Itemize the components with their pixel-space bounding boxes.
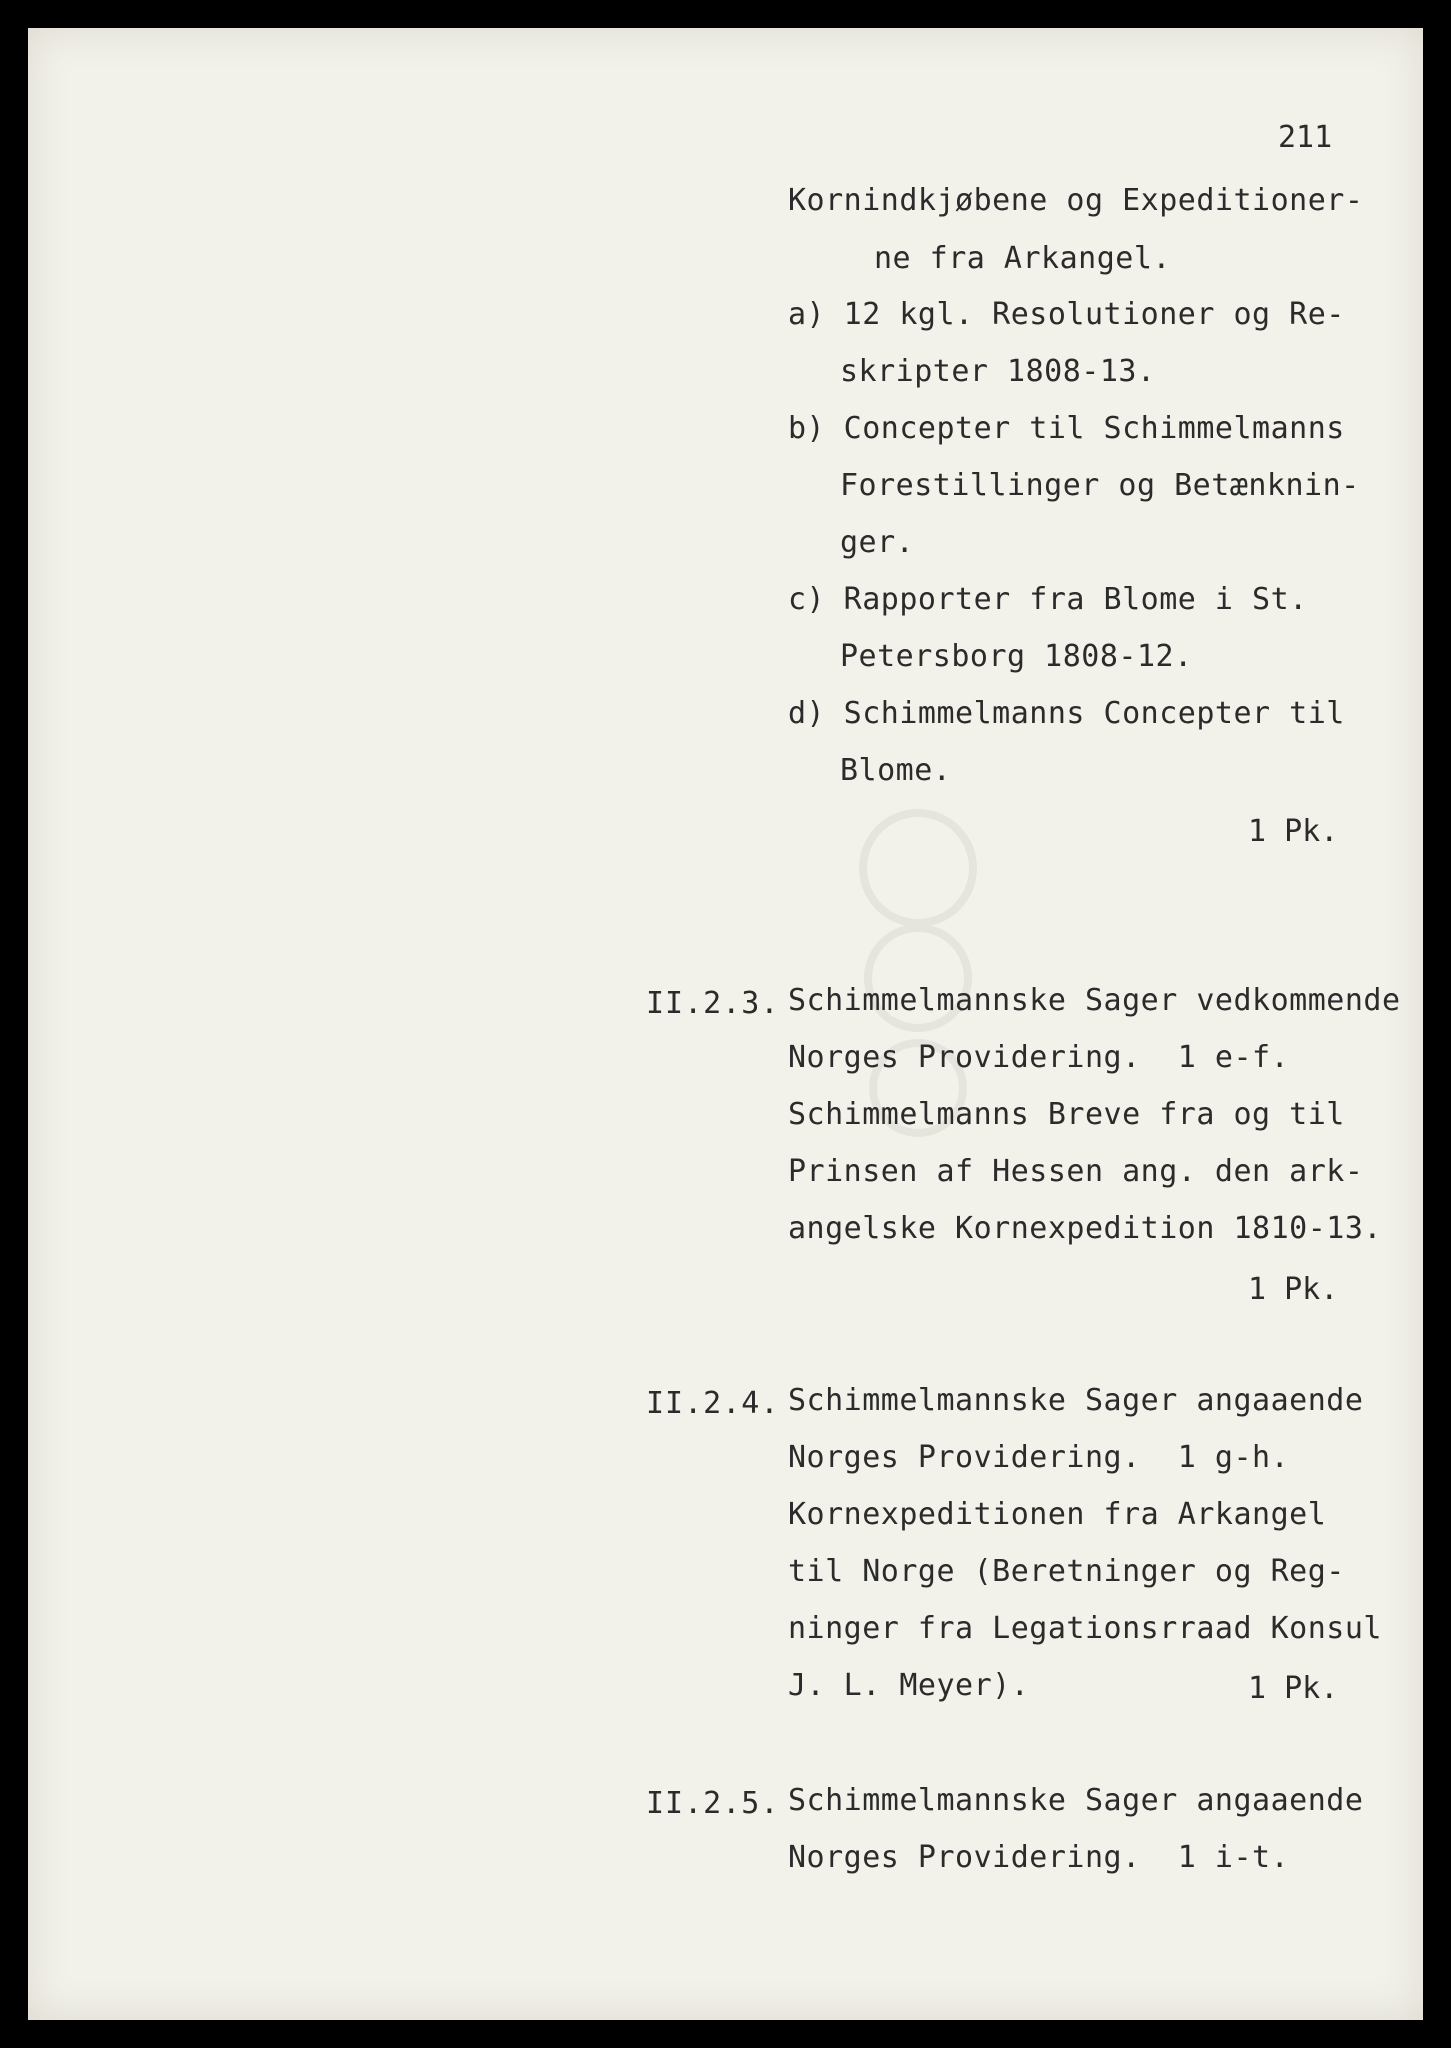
intro-line: Blome. — [840, 753, 952, 788]
intro-line: d) Schimmelmanns Concepter til — [788, 696, 1345, 731]
document-page — [28, 28, 1423, 2020]
entry-line: Norges Providering. 1 g-h. — [788, 1440, 1290, 1475]
entry-line: J. L. Meyer). — [788, 1668, 1030, 1703]
entry-code: II.2.3. — [646, 986, 780, 1021]
package-count: 1 Pk. — [1248, 1272, 1339, 1307]
entry-line: Schimmelmannske Sager angaaende — [788, 1383, 1364, 1418]
entry-line: Kornexpeditionen fra Arkangel — [788, 1497, 1327, 1532]
entry-line: til Norge (Beretninger og Reg- — [788, 1554, 1345, 1589]
page-number: 211 — [1278, 120, 1333, 155]
intro-line: Petersborg 1808-12. — [840, 639, 1193, 674]
entry-line: Schimmelmannske Sager vedkommende — [788, 983, 1401, 1018]
entry-code: II.2.4. — [646, 1386, 780, 1421]
intro-line: Forestillinger og Betænknin- — [840, 468, 1360, 503]
entry-line: Schimmelmannske Sager angaaende — [788, 1783, 1364, 1818]
intro-line: skripter 1808-13. — [840, 354, 1156, 389]
intro-line: Kornindkjøbene og Expeditioner- — [788, 183, 1364, 218]
intro-line: ger. — [840, 525, 915, 560]
entry-code: II.2.5. — [646, 1786, 780, 1821]
intro-line: b) Concepter til Schimmelmanns — [788, 411, 1345, 446]
entry-line: Schimmelmanns Breve fra og til — [788, 1097, 1345, 1132]
entry-line: Prinsen af Hessen ang. den ark- — [788, 1154, 1364, 1189]
entry-line: angelske Kornexpedition 1810-13. — [788, 1211, 1382, 1246]
intro-line: a) 12 kgl. Resolutioner og Re- — [788, 297, 1345, 332]
intro-line: ne fra Arkangel. — [874, 241, 1171, 276]
watermark-icon — [828, 788, 1008, 1148]
entry-line: Norges Providering. 1 i-t. — [788, 1840, 1290, 1875]
package-count: 1 Pk. — [1248, 814, 1339, 849]
entry-line: ninger fra Legationsrraad Konsul — [788, 1611, 1382, 1646]
package-count: 1 Pk. — [1248, 1671, 1339, 1706]
entry-line: Norges Providering. 1 e-f. — [788, 1040, 1290, 1075]
intro-line: c) Rapporter fra Blome i St. — [788, 582, 1308, 617]
